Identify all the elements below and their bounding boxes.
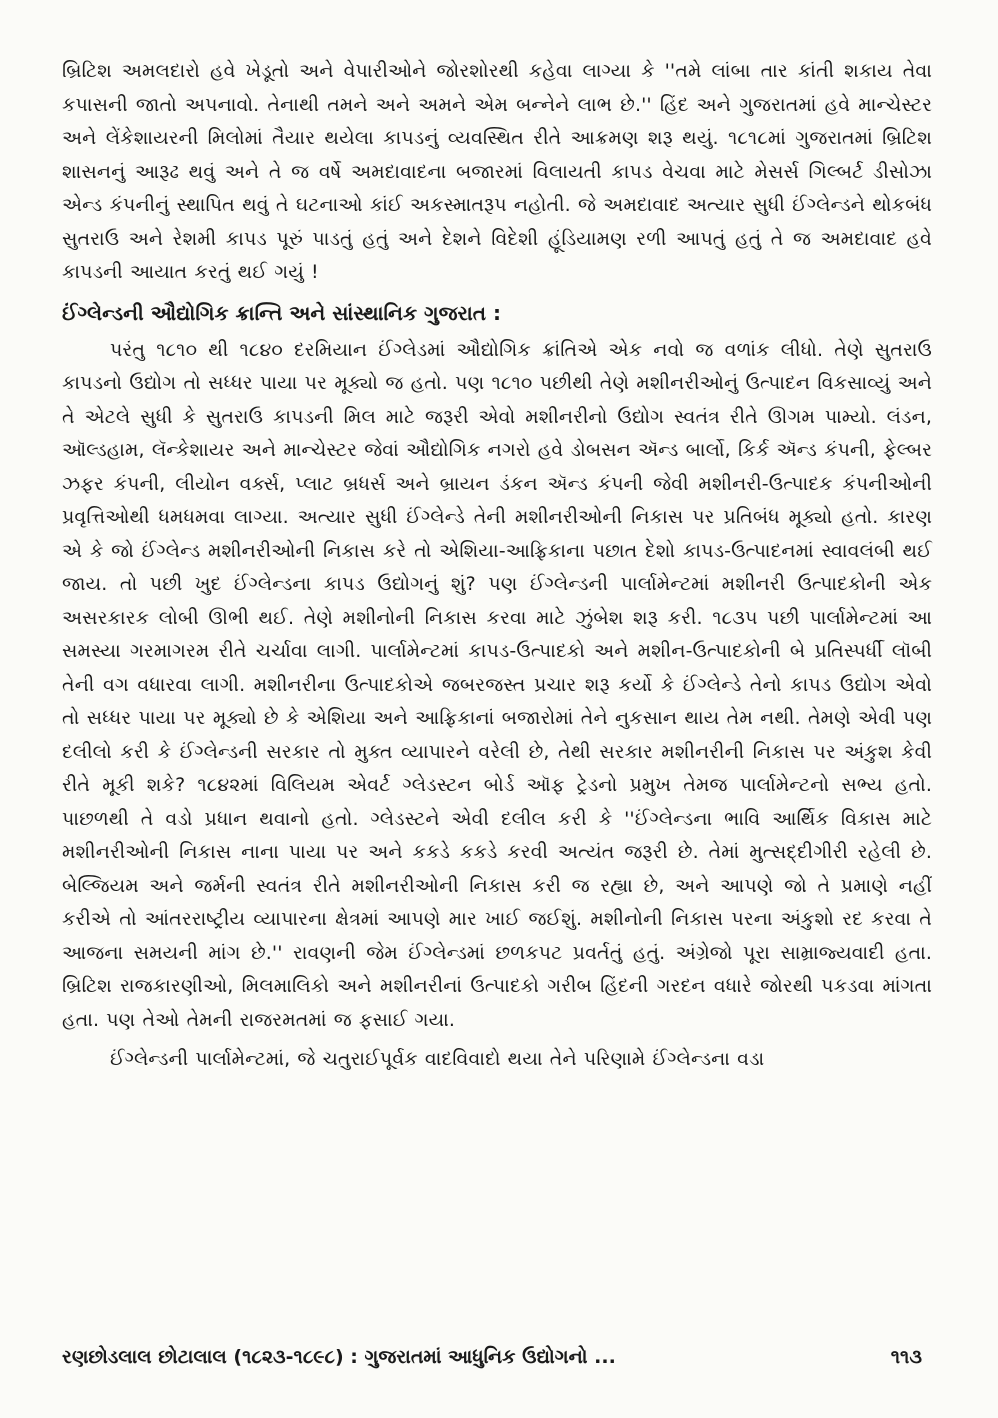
page-footer: [62, 1340, 922, 1374]
intro-paragraph: બ્રિટિશ અમલદારો હવે ખેડૂતો અને વેપારીઓને જોરશોરથી કહેવા લાગ્યા કે ''તમે લાંબા તાર કાંતી શકાય તેવા કપાસની જાતો અપનાવો. તેનાથી તમને અને અમને એમ બન્નેને લાભ છે.'' હિંદ અને ગુજરાતમાં હવે માન્ચેસ્ટર અને લેંકેશાયરની મિલોમાં તૈયાર થયેલા કાપડનું વ્યવસ્થિત રીતે આક્રમણ શરૂ થયું. ૧૮૧૮માં ગુજરાતમાં બ્રિટિશ શાસનનું આરૂઢ થવું અને તે જ વર્ષે અમદાવાદના બજારમાં વિલાયતી કાપડ વેચવા માટે મેસર્સ ગિલ્બર્ટ ડીસોઝા એન્ડ કંપનીનું સ્થાપિત થવું તે ઘટનાઓ કાંઈ અકસ્માતરૂપ નહોતી. જે અમદાવાદ અત્યાર સુધી ઈંગ્લેન્ડને થોકબંધ સુતરાઉ અને રેશમી કાપડ પૂરું પાડતું હતું અને દેશને વિદેશી હૂંડિયામણ રળી આપતું હતું તે જ અમદાવાદ હવે કાપડની આયાત કરતું થઈ ગયું !: [62, 60, 933, 283]
page-number: ૧૧૩: [890, 1346, 922, 1368]
body-paragraph-2: ઈંગ્લેન્ડની પાર્લામેન્ટમાં, જે ચતુરાઈપૂર્વક વાદવિવાદો થયા તેને પરિણામે ઈંગ્લેન્ડના વડા: [110, 1048, 765, 1070]
body-paragraph-1: પરંતુ ૧૮૧૦ થી ૧૮૪૦ દરમિયાન ઈંગ્લેડમાં ઔદ્યોગિક ક્રાંતિએ એક નવો જ વળાંક લીધો. તેણે સુતરાઉ કાપડનો ઉદ્યોગ તો સધ્ધર પાયા પર મૂક્યો જ હતો. પણ ૧૮૧૦ પછીથી તેણે મશીનરીઓનું ઉત્પાદન વિકસાવ્યું અને તે એટલે સુધી કે સુતરાઉ કાપડની મિલ માટે જરૂરી એવો મશીનરીનો ઉદ્યોગ સ્વતંત્ર રીતે ઊગમ પામ્યો. લંડન, ઑલ્ડહામ, લૅન્કેશાયર અને માન્ચેસ્ટર જેવાં ઔદ્યોગિક નગરો હવે ડોબસન ઍન્ડ બાર્લો, કિર્ક ઍન્ડ કંપની, ફેલ્બર ઝફર કંપની, લીયોન વર્ક્સ, પ્લાટ બ્રધર્સ અને બ્રાયન ડંકન ઍન્ડ કંપની જેવી મશીનરી-ઉત્પાદક કંપનીઓની પ્રવૃત્તિઓથી ધમધમવા લાગ્યા. અત્યાર સુધી ઈંગ્લેન્ડે તેની મશીનરીઓની નિકાસ પર પ્રતિબંધ મૂક્યો હતો. કારણ એ કે જો ઈંગ્લેન્ડ મશીનરીઓની નિકાસ કરે તો એશિયા-આફ્રિકાના પછાત દેશો કાપડ-ઉત્પાદનમાં સ્વાવલંબી થઈ જાય. તો પછી ખુદ ઈંગ્લેન્ડના કાપડ ઉદ્યોગનું શું? પણ ઈંગ્લેન્ડની પાર્લામેન્ટમાં મશીનરી ઉત્પાદકોની એક અસરકારક લોબી ઊભી થઈ. તેણે મશીનોની નિકાસ કરવા માટે ઝુંબેશ શરૂ કરી. ૧૮૩૫ પછી પાર્લામેન્ટમાં આ સમસ્યા ગરમાગરમ રીતે ચર્ચાવા લાગી. પાર્લામેન્ટમાં કાપડ-ઉત્પાદકો અને મશીન-ઉત્પાદકોની બે પ્રતિસ્પર્ધી લૉબી તેની વગ વધારવા લાગી. મશીનરીના ઉત્પાદકોએ જબરજસ્ત પ્રચાર શરૂ કર્યો કે ઈંગ્લેન્ડે તેનો કાપડ ઉદ્યોગ એવો તો સધ્ધર પાયા પર મૂક્યો છે કે એશિયા અને આફ્રિકાનાં બજારોમાં તેને નુકસાન થાય તેમ નથી. તેમણે એવી પણ દલીલો કરી કે ઈંગ્લેન્ડની સરકાર તો મુક્ત વ્યાપારને વરેલી છે, તેથી સરકાર મશીનરીની નિકાસ પર અંકુશ કેવી રીતે મૂકી શકે? ૧૮૪૨માં વિલિયમ એવર્ટ ગ્લેડસ્ટન બોર્ડ ઑફ ટ્રેડનો પ્રમુખ તેમજ પાર્લામેન્ટનો સભ્ય હતો. પાછળથી તે વડો પ્રધાન થવાનો હતો. ગ્લેડસ્ટને એવી દલીલ કરી કે ''ઈંગ્લેન્ડના ભાવિ આર્થિક વિકાસ માટે મશીનરીઓની નિકાસ નાના પાયા પર અને કકડે કકડે કરવી અત્યંત જરૂરી છે. તેમાં મુત્સદ્દીગીરી રહેલી છે. બેલ્જિયમ અને જર્મની સ્વતંત્ર રીતે મશીનરીઓની નિકાસ કરી જ રહ્યા છે, અને આપણે જો તે પ્રમાણે નહીં કરીએ તો આંતરરાષ્ટ્રીય વ્યાપારના ક્ષેત્રમાં આપણે માર ખાઈ જઈશું. મશીનોની નિકાસ પરના અંકુશો રદ કરવા તે આજના સમયની માંગ છે.'' રાવણની જેમ ઈંગ્લેન્ડમાં છળકપટ પ્રવર્તતું હતું. અંગ્રેજો પૂરા સામ્રાજ્યવાદી હતા. બ્રિટિશ રાજકારણીઓ, મિલમાલિકો અને મશીનરીનાં ઉત્પાદકો ગરીબ હિંદની ગરદન વધારે જોરથી પકડવા માંગતા હતા. પણ તેઓ તેમની રાજરમતમાં જ ફસાઈ ગયા.: [62, 338, 932, 1031]
section-heading: ઈંગ્લેન્ડની ઔદ્યોગિક ક્રાન્તિ અને સાંસ્થાનિક ગુજરાત :: [62, 300, 502, 325]
page-content: [62, 55, 932, 1395]
running-title: રણછોડલાલ છોટાલાલ (૧૮૨૩-૧૮૯૮) : ગુજરાતમાં આધુનિક ઉદ્યોગનો ...: [62, 1346, 616, 1368]
